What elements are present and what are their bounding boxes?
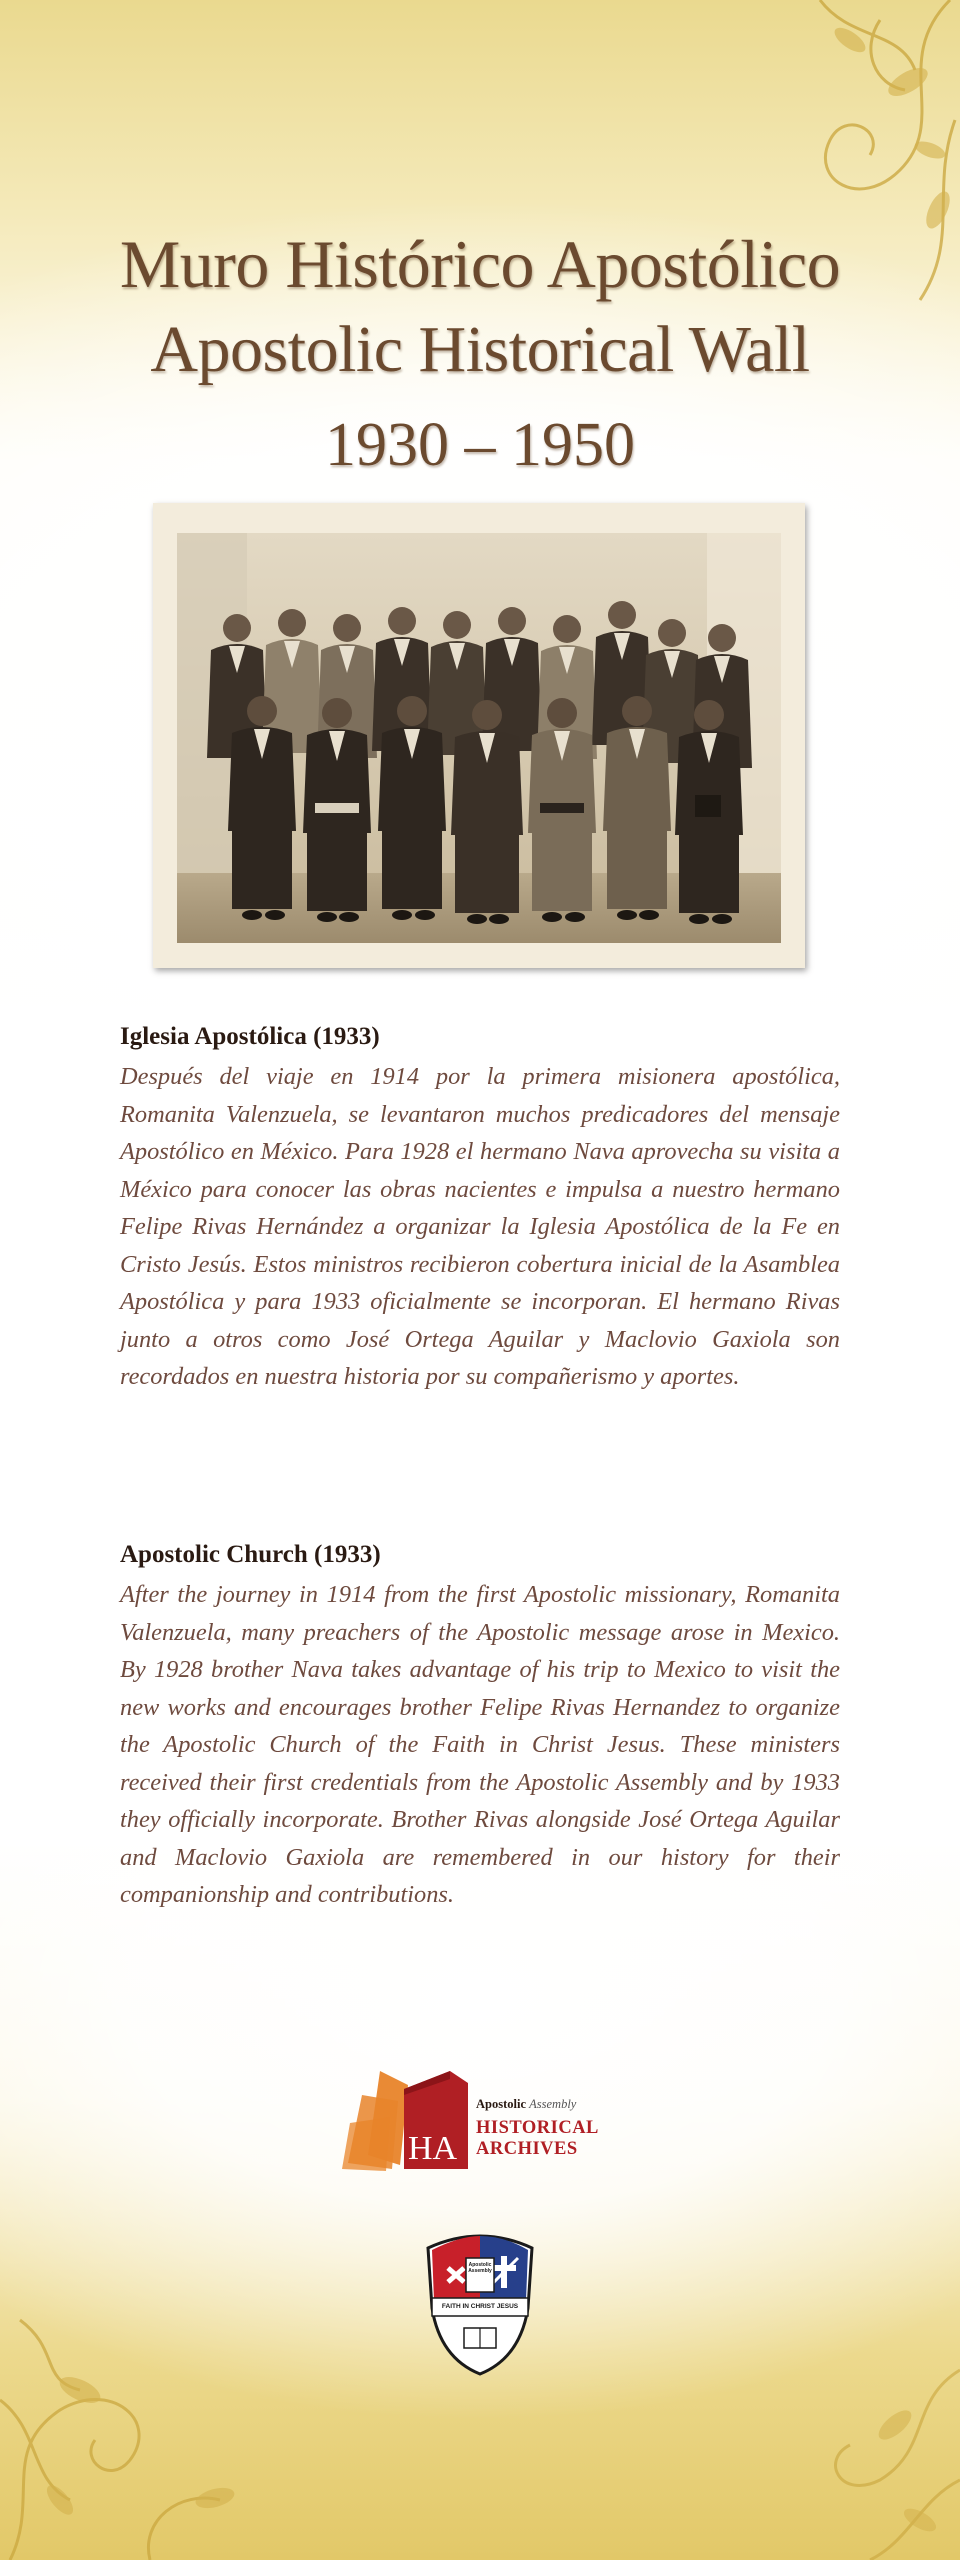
crest-ribbon-text: FAITH IN CHRIST JESUS	[441, 2303, 519, 2310]
book-fan-icon	[340, 2065, 480, 2180]
title-english: Apostolic Historical Wall	[150, 313, 810, 386]
english-body: After the journey in 1914 from the first Apostolic missionary, Romanita Valenzuela, many preachers of the Apostolic message arose in Mexico. By 1928 brother Nava takes advantage of his trip to Mexico to visit the new works and encourages brother Felipe Rivas Hernandez to organize the Apostolic Church of the Faith in Christ Jesus. These ministers received their first credentials from the Apostolic Assembly and by 1933 they officially incorporate. Brother Rivas alongside José Ortega Aguilar and Maclovio Gaxiola are remembered in our history for their companionship and contributions.	[120, 1581, 840, 1908]
logo-line-apostolic-assembly: Apostolic Assembly	[476, 2097, 577, 2111]
historical-archives-logo	[340, 2065, 620, 2180]
title-years: 1930 – 1950	[325, 411, 635, 479]
logo-line-archives: ARCHIVES	[476, 2139, 578, 2159]
historic-group-photo	[177, 533, 781, 943]
title-spanish: Muro Histórico Apostólico	[119, 226, 841, 302]
spanish-body: Después del viaje en 1914 por la primera misionera apostólica, Romanita Valenzuela, se levantaron muchos predicadores del mensaje Apostólico en México. Para 1928 el hermano Nava aprovecha su visita a México para conocer las obras nacientes e impulsa a nuestro hermano Felipe Rivas Hernández a organizar la Iglesia Apostólica de la Fe en Cristo Jesús. Estos ministros recibieron cobertura inicial de la Asamblea Apostólica y para 1933 oficialmente se incorporan. El hermano Rivas junto a otros como José Ortega Aguilar y Maclovio Gaxiola son recordados en nuestra historia por su compañerismo y aportes.	[120, 1063, 840, 1390]
english-heading: Apostolic Church (1933)	[120, 1541, 381, 1568]
logo-line-historical: HISTORICAL	[476, 2118, 599, 2138]
historic-photo-frame	[153, 503, 805, 968]
bottom-right-vine-ornament	[720, 2330, 960, 2560]
bottom-left-vine-ornament	[0, 2200, 300, 2560]
ha-initials: HA	[408, 2130, 458, 2167]
spanish-section	[120, 1020, 840, 1396]
apostolic-assembly-crest	[420, 2228, 540, 2378]
english-section	[120, 1538, 840, 1914]
crest-top-text: Apostolic Assembly	[468, 2262, 492, 2274]
spanish-heading: Iglesia Apostólica (1933)	[120, 1023, 380, 1050]
